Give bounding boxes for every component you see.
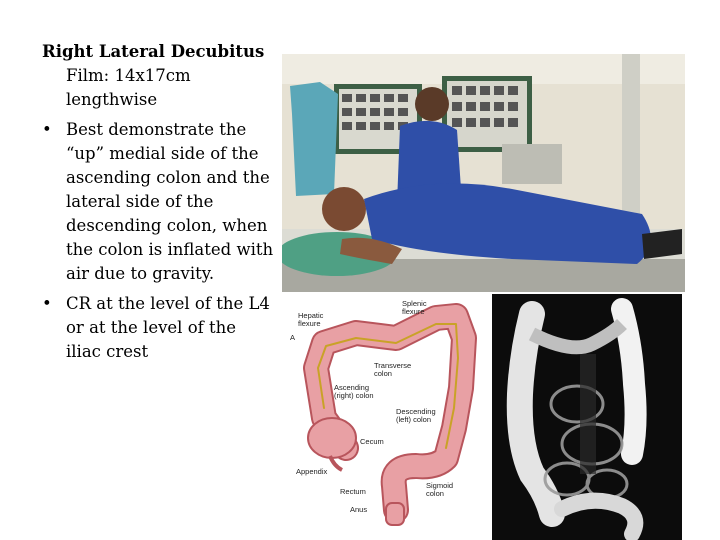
label-sigmoid-colon-2: colon bbox=[426, 489, 444, 498]
bullet-icon: • bbox=[42, 120, 52, 139]
label-transverse-colon-2: colon bbox=[374, 369, 392, 378]
bullet-icon: • bbox=[42, 294, 52, 313]
xray-illustration bbox=[492, 294, 682, 540]
film-size: Film: 14x17cm bbox=[66, 66, 191, 85]
label-descending-colon-1: Descending bbox=[396, 407, 436, 416]
slide-text bbox=[42, 40, 274, 370]
label-splenic-flexure-1: Splenic bbox=[402, 299, 427, 308]
label-splenic-flexure-2: flexure bbox=[402, 307, 425, 316]
film-orientation: lengthwise bbox=[66, 90, 158, 109]
label-transverse-colon-1: Transverse bbox=[374, 361, 412, 370]
positioning-photo-illustration bbox=[282, 54, 685, 292]
label-ascending-colon-1: Ascending bbox=[334, 383, 370, 392]
label-descending-colon-2: (left) colon bbox=[396, 415, 432, 424]
colon-illustration bbox=[286, 298, 492, 534]
label-appendix: Appendix bbox=[296, 467, 328, 476]
label-sigmoid-colon-1: Sigmoid bbox=[426, 481, 454, 490]
label-cecum: Cecum bbox=[360, 437, 384, 446]
label-ascending-colon-2: (right) colon bbox=[334, 391, 374, 400]
panel-letter: A bbox=[290, 333, 296, 342]
label-hepatic-flexure-1: Hepatic bbox=[298, 311, 324, 320]
positioning-photo bbox=[282, 54, 685, 292]
label-anus: Anus bbox=[350, 505, 368, 514]
label-hepatic-flexure-2: flexure bbox=[298, 319, 321, 328]
bullet-text: CR at the level of the L4 or at the level of the iliac crest bbox=[66, 294, 270, 361]
colon-diagram bbox=[286, 298, 492, 534]
xray-image bbox=[492, 294, 682, 540]
bullet-list bbox=[42, 118, 274, 364]
label-rectum: Rectum bbox=[340, 487, 366, 496]
slide-title: Right Lateral Decubitus bbox=[42, 42, 265, 61]
bullet-item bbox=[42, 292, 274, 364]
bullet-text: Best demonstrate the “up” medial side of the ascending colon and the lateral side of the descending colon, when the colon is inflated with air due to gravity. bbox=[66, 120, 274, 283]
bullet-item bbox=[42, 118, 274, 286]
